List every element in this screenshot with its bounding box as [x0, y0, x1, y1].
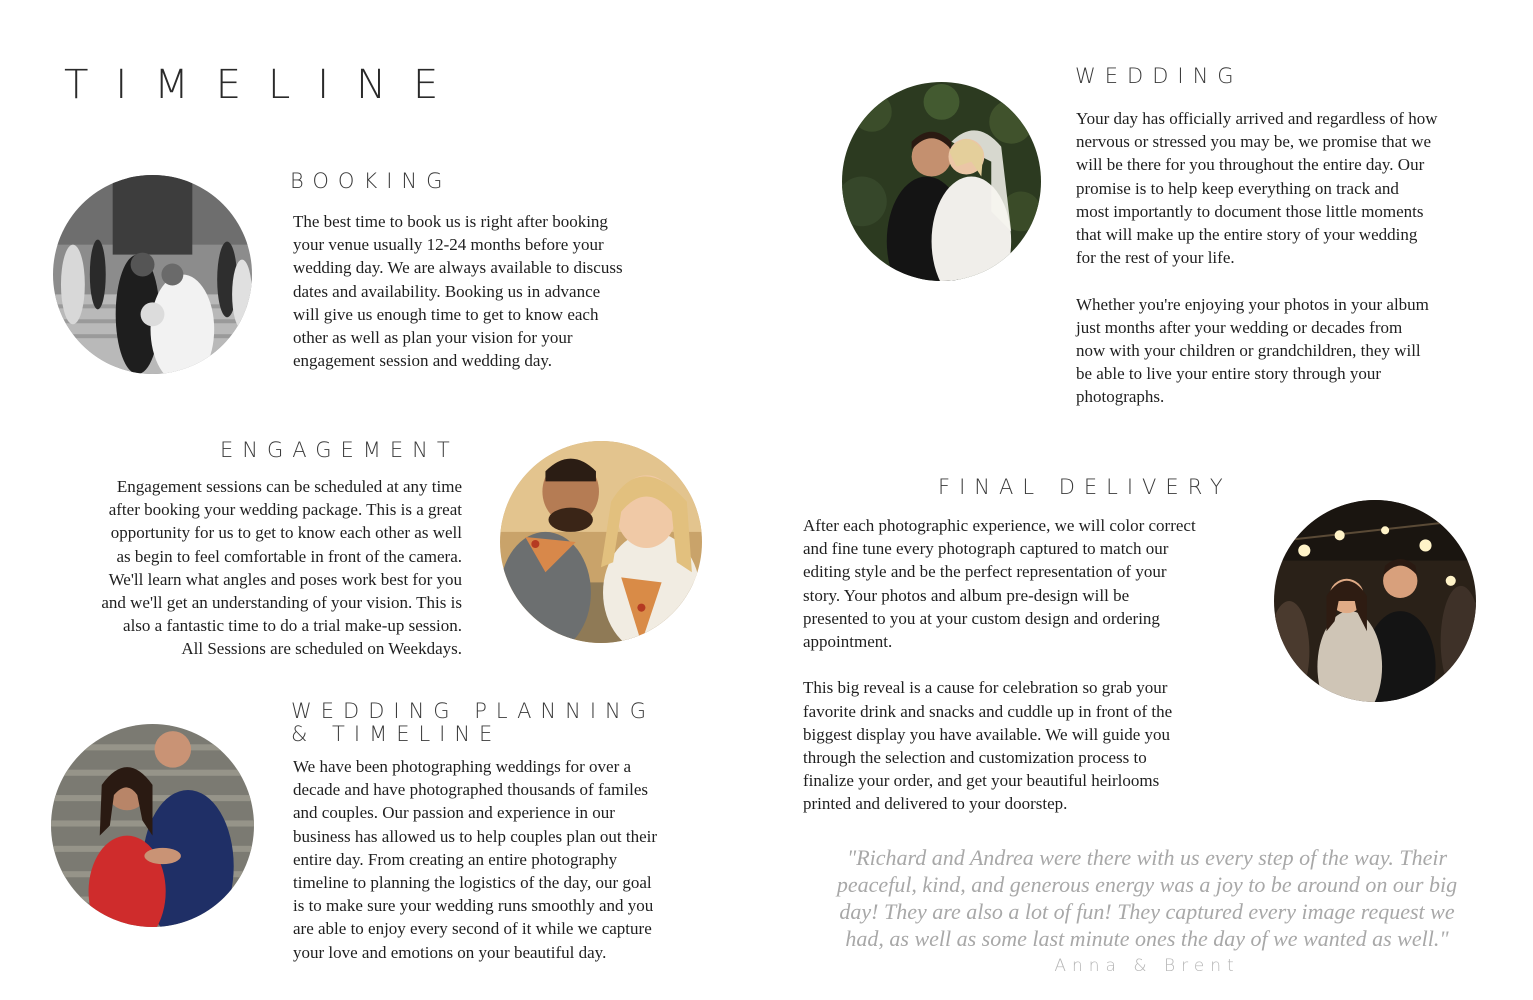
text-line: photographs. [1076, 387, 1165, 407]
booking-body [293, 210, 663, 372]
text-line: your love and emotions on your beautiful day. [293, 942, 607, 962]
bride-groom-embrace-greenery-photo [842, 82, 1041, 281]
text-line: be able to live your entire story through your [1076, 364, 1381, 384]
text-line: story. Your photos and album pre-design will be [803, 585, 1130, 605]
text-line: decade and have photographed thousands of familes [293, 780, 648, 800]
paragraph-spacer [1076, 269, 1496, 292]
final-delivery-heading: FINAL DELIVERY [938, 475, 1232, 499]
text-line: biggest display you have available. We will guide you [803, 724, 1171, 744]
text-line: and we'll get an understanding of your vision. This is [101, 593, 462, 613]
text-line: printed and delivered to your doorstep. [803, 794, 1068, 814]
wedding-photo [842, 82, 1041, 281]
engagement-heading: ENGAGEMENT [220, 438, 459, 462]
planning-heading [291, 700, 655, 746]
planning-photo [51, 724, 254, 927]
quote-line: day! They are also a lot of fun! They captured every image request we [839, 899, 1455, 924]
testimonial-author: Anna & Brent [1054, 956, 1240, 976]
text-line: wedding day. We are always available to discuss [293, 258, 623, 278]
text-line: and couples. Our passion and experience in our [293, 803, 615, 823]
text-line: after booking your wedding package. This is a great [108, 500, 462, 520]
text-line: All Sessions are scheduled on Weekdays. [181, 639, 462, 659]
bride-groom-kiss-church-steps-photo [53, 175, 252, 374]
text-line: entire day. From creating an entire photography [293, 849, 618, 869]
text-line: through the selection and customization process to [803, 748, 1147, 768]
text-line: presented to you at your custom design and ordering [803, 608, 1160, 628]
text-line: Your day has officially arrived and regardless of how [1076, 109, 1438, 128]
page-title: TIMELINE [64, 62, 466, 108]
text-line: is to make sure your wedding runs smoothly and you [293, 896, 654, 916]
couple-on-stone-steps-photo [51, 724, 254, 927]
text-line: editing style and be the perfect representation of your [803, 562, 1167, 582]
quote-line: "Richard and Andrea were there with us every step of the way. Their [846, 845, 1448, 870]
text-line: also a fantastic time to do a trial make-up session. [123, 616, 462, 636]
engagement-photo [500, 441, 702, 643]
text-line: favorite drink and snacks and cuddle up in front of the [803, 701, 1173, 721]
text-line: After each photographic experience, we will color correct [803, 516, 1196, 535]
testimonial-quote [814, 844, 1480, 952]
text-line: business has allowed us to help couples plan out their [293, 826, 658, 846]
text-line: The best time to book us is right after booking [293, 212, 608, 231]
text-line: engagement session and wedding day. [293, 351, 553, 371]
text-line: dates and availability. Booking us in advance [293, 281, 601, 301]
text-line: most importantly to document those little moments [1076, 201, 1424, 221]
booking-photo [53, 175, 252, 374]
text-line: appointment. [803, 632, 893, 652]
text-line: nervous or stressed you may be, we promise that we [1076, 132, 1432, 152]
text-line: now with your children or grandchildren, they will [1076, 341, 1421, 361]
engagement-body [52, 475, 462, 661]
text-line: will be there for you throughout the entire day. Our [1076, 155, 1425, 175]
text-line: your venue usually 12-24 months before your [293, 235, 604, 255]
text-line: Whether you're enjoying your photos in your album [1076, 294, 1429, 314]
planning-heading-line1: WEDDING PLANNING [291, 699, 656, 723]
couple-eating-pizza-photo [500, 441, 702, 643]
text-line: and fine tune every photograph captured to match our [803, 539, 1169, 559]
wedding-heading: WEDDING [1075, 64, 1243, 88]
text-line: other as well as plan your vision for your [293, 328, 573, 348]
text-line: Engagement sessions can be scheduled at any time [116, 477, 462, 496]
final-delivery-body [803, 514, 1253, 816]
quote-line: peaceful, kind, and generous energy was a joy to be around on our big [836, 872, 1458, 897]
quote-line: had, as well as some last minute ones the day of we wanted as well." [845, 926, 1449, 951]
wedding-body [1076, 107, 1496, 409]
sparkler-exit-couple-photo [1274, 500, 1476, 702]
text-line: just months after your wedding or decades from [1076, 317, 1403, 337]
text-line: as begin to feel comfortable in front of the camera. [116, 546, 462, 566]
planning-heading-line2: & TIMELINE [291, 722, 502, 746]
text-line: will give us enough time to get to know each [293, 304, 599, 324]
planning-body [293, 755, 713, 964]
text-line: finalize your order, and get your beautiful heirlooms [803, 771, 1160, 791]
text-line: are able to enjoy every second of it while we capture [293, 919, 652, 939]
paragraph-spacer [803, 653, 1253, 676]
text-line: This big reveal is a cause for celebration so grab your [803, 678, 1168, 698]
booking-heading: BOOKING [290, 169, 452, 193]
text-line: that will make up the entire story of your wedding [1076, 225, 1418, 245]
text-line: We'll learn what angles and poses work best for you [108, 569, 462, 589]
text-line: timeline to planning the logistics of the day, our goal [293, 873, 652, 893]
final-delivery-photo [1274, 500, 1476, 702]
text-line: promise is to help keep everything on track and [1076, 178, 1399, 198]
text-line: We have been photographing weddings for over a [293, 757, 632, 776]
text-line: opportunity for us to get to know each other as well [110, 523, 462, 543]
text-line: for the rest of your life. [1076, 248, 1235, 268]
